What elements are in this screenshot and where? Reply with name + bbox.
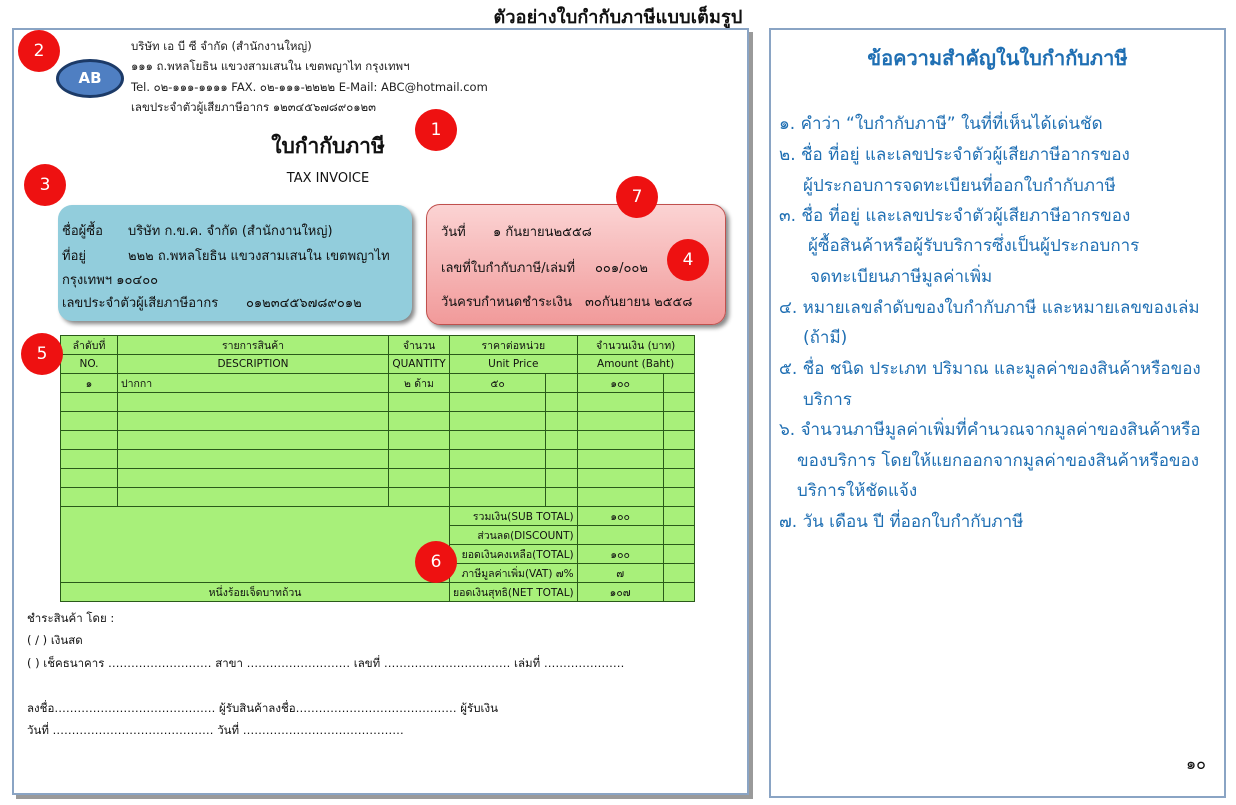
header-no-th: ลำดับที่	[61, 336, 118, 355]
note-line: ๖. จำนวนภาษีมูลค่าเพิ่มที่คำนวณจากมูลค่าของสินค้าหรือ	[779, 420, 1201, 440]
note-line: ๔. หมายเลขลำดับของใบกำกับภาษี และหมายเลขของเล่ม	[779, 298, 1200, 318]
table-header-row-th	[61, 336, 695, 355]
note-line: บริการ	[803, 390, 852, 410]
callout-badge-7: 7	[616, 176, 658, 218]
row-quantity: ๒ ด้าม	[389, 374, 450, 393]
vat-label: ภาษีมูลค่าเพิ่ม(VAT) ๗%	[450, 564, 578, 583]
header-amount-en: Amount (Baht)	[577, 355, 694, 374]
row-description: ปากกา	[118, 374, 389, 393]
row-amount-satang	[663, 374, 694, 393]
header-quantity-th: จำนวน	[389, 336, 450, 355]
row-amount: ๑๐๐	[577, 374, 663, 393]
note-line: ผู้ประกอบการจดทะเบียนที่ออกใบกำกับภาษี	[803, 176, 1116, 196]
note-line: ๑. คำว่า “ใบกำกับภาษี” ในที่ที่เห็นได้เด่นชัด	[779, 114, 1103, 134]
page-number: ๑๐	[1186, 754, 1206, 773]
date-value: ๑ กันยายน๒๕๕๘	[493, 225, 592, 240]
total-value: ๑๐๐	[577, 545, 663, 564]
invoice-heading-en: TAX INVOICE	[286, 171, 370, 186]
seller-tax-id: เลขประจำตัวผู้เสียภาษีอากร ๑๒๓๔๕๖๗๘๙๐๑๒๓	[131, 100, 376, 114]
row-no: ๑	[61, 374, 118, 393]
header-description-en: DESCRIPTION	[118, 355, 389, 374]
table-row	[61, 488, 695, 507]
total-label: ยอดเงินคงเหลือ(TOTAL)	[450, 545, 578, 564]
note-line: (ถ้ามี)	[803, 328, 848, 348]
table-row	[61, 393, 695, 412]
summary-blank-area	[61, 507, 450, 583]
vat-value: ๗	[577, 564, 663, 583]
buyer-address-label: ที่อยู่	[62, 249, 86, 264]
callout-badge-6: 6	[415, 541, 457, 583]
seller-name: บริษัท เอ บี ซี จำกัด (สำนักงานใหญ่)	[131, 39, 312, 53]
seller-contact: Tel. ๐๒-๑๑๑-๑๑๑๑ FAX. ๐๒-๑๑๑-๒๒๒๒ E-Mail: ABC@hotmail.com	[131, 80, 488, 94]
note-line: ผู้ซื้อสินค้าหรือผู้รับบริการซึ่งเป็นผู้ประกอบการ	[808, 236, 1140, 256]
header-description-th: รายการสินค้า	[118, 336, 389, 355]
due-date-value: ๓๐กันยายน ๒๕๕๘	[585, 295, 693, 310]
signature-date-line: วันที่ …………………………………… วันที่ ……………………………………	[27, 723, 404, 737]
invoice-heading: ใบกำกับภาษี	[271, 134, 385, 158]
note-line: ๒. ชื่อ ที่อยู่ และเลขประจำตัวผู้เสียภาษีอากรของ	[779, 145, 1130, 165]
callout-badge-5: 5	[21, 333, 63, 375]
subtotal-value: ๑๐๐	[577, 507, 663, 526]
table-row	[61, 374, 695, 393]
row-unit-price-satang	[546, 374, 577, 393]
note-line: บริการให้ชัดแจ้ง	[797, 481, 918, 501]
note-line: ๗. วัน เดือน ปี ที่ออกใบกำกับภาษี	[779, 512, 1024, 532]
buyer-address-line2: กรุงเทพฯ ๑๐๔๐๐	[62, 273, 159, 288]
table-row	[61, 469, 695, 488]
callout-badge-1: 1	[415, 109, 457, 151]
table-row	[61, 412, 695, 431]
note-line: จดทะเบียนภาษีมูลค่าเพิ่ม	[810, 267, 993, 287]
buyer-address-value: ๒๒๒ ถ.พหลโยธิน แขวงสามเสนใน เขตพญาไท	[128, 249, 390, 264]
payment-cash: ( / ) เงินสด	[27, 633, 83, 647]
discount-value	[577, 526, 663, 545]
buyer-tax-value: ๐๑๒๓๔๕๖๗๘๙๐๑๒	[246, 296, 362, 311]
payment-cheque: ( ) เช็คธนาคาร ……………………… สาขา ……………………… เลขที่ …………………………… เล่มที่ …………………	[27, 656, 625, 670]
callout-badge-3: 3	[24, 164, 66, 206]
invoice-number-value: ๐๐๑/๐๐๒	[595, 261, 648, 276]
note-line: ของบริการ โดยให้แยกออกจากมูลค่าของสินค้าหรือของ	[797, 451, 1200, 471]
note-line: ๓. ชื่อ ที่อยู่ และเลขประจำตัวผู้เสียภาษีอากรของ	[779, 206, 1131, 226]
company-logo: AB	[56, 59, 124, 98]
date-label: วันที่	[441, 225, 466, 240]
table-row	[61, 431, 695, 450]
invoice-number-label: เลขที่ใบกำกับภาษี/เล่มที่	[441, 261, 576, 276]
net-total-row	[61, 583, 695, 602]
table-row	[61, 450, 695, 469]
seller-address: ๑๑๑ ถ.พหลโยธิน แขวงสามเสนใน เขตพญาไท กรุงเทพฯ	[131, 59, 410, 73]
header-quantity-en: QUANTITY	[389, 355, 450, 374]
callout-badge-4: 4	[667, 239, 709, 281]
buyer-box	[58, 205, 412, 321]
due-date-label: วันครบกำหนดชำระเงิน	[441, 295, 572, 310]
table-header-row-en	[61, 355, 695, 374]
header-unit-price-th: ราคาต่อหน่วย	[450, 336, 578, 355]
items-table	[60, 335, 695, 602]
header-amount-th: จำนวนเงิน (บาท)	[577, 336, 694, 355]
header-no-en: NO.	[61, 355, 118, 374]
net-total-value: ๑๐๗	[577, 583, 663, 602]
discount-label: ส่วนลด(DISCOUNT)	[450, 526, 578, 545]
buyer-name-label: ชื่อผู้ซื้อ	[62, 224, 103, 239]
buyer-name-value: บริษัท ก.ข.ค. จำกัด (สำนักงานใหญ่)	[128, 224, 333, 239]
note-line: ๕. ชื่อ ชนิด ประเภท ปริมาณ และมูลค่าของสินค้าหรือของ	[779, 359, 1201, 379]
callout-badge-2: 2	[18, 30, 60, 72]
page-title: ตัวอย่างใบกำกับภาษีแบบเต็มรูป	[493, 7, 743, 28]
buyer-tax-label: เลขประจำตัวผู้เสียภาษีอากร	[62, 296, 219, 311]
header-unit-price-en: Unit Price	[450, 355, 578, 374]
subtotal-label: รวมเงิน(SUB TOTAL)	[450, 507, 578, 526]
signature-line: ลงชื่อ…………………………………… ผู้รับสินค้าลงชื่อ…………………………………… ผู้รับเงิน	[27, 701, 498, 715]
summary-row	[61, 507, 695, 526]
notes-title: ข้อความสำคัญในใบกำกับภาษี	[867, 46, 1128, 70]
net-total-label: ยอดเงินสุทธิ(NET TOTAL)	[450, 583, 578, 602]
amount-in-words: หนึ่งร้อยเจ็ดบาทถ้วน	[61, 583, 450, 602]
payment-heading: ชำระสินค้า โดย :	[27, 611, 115, 625]
row-unit-price: ๕๐	[450, 374, 546, 393]
